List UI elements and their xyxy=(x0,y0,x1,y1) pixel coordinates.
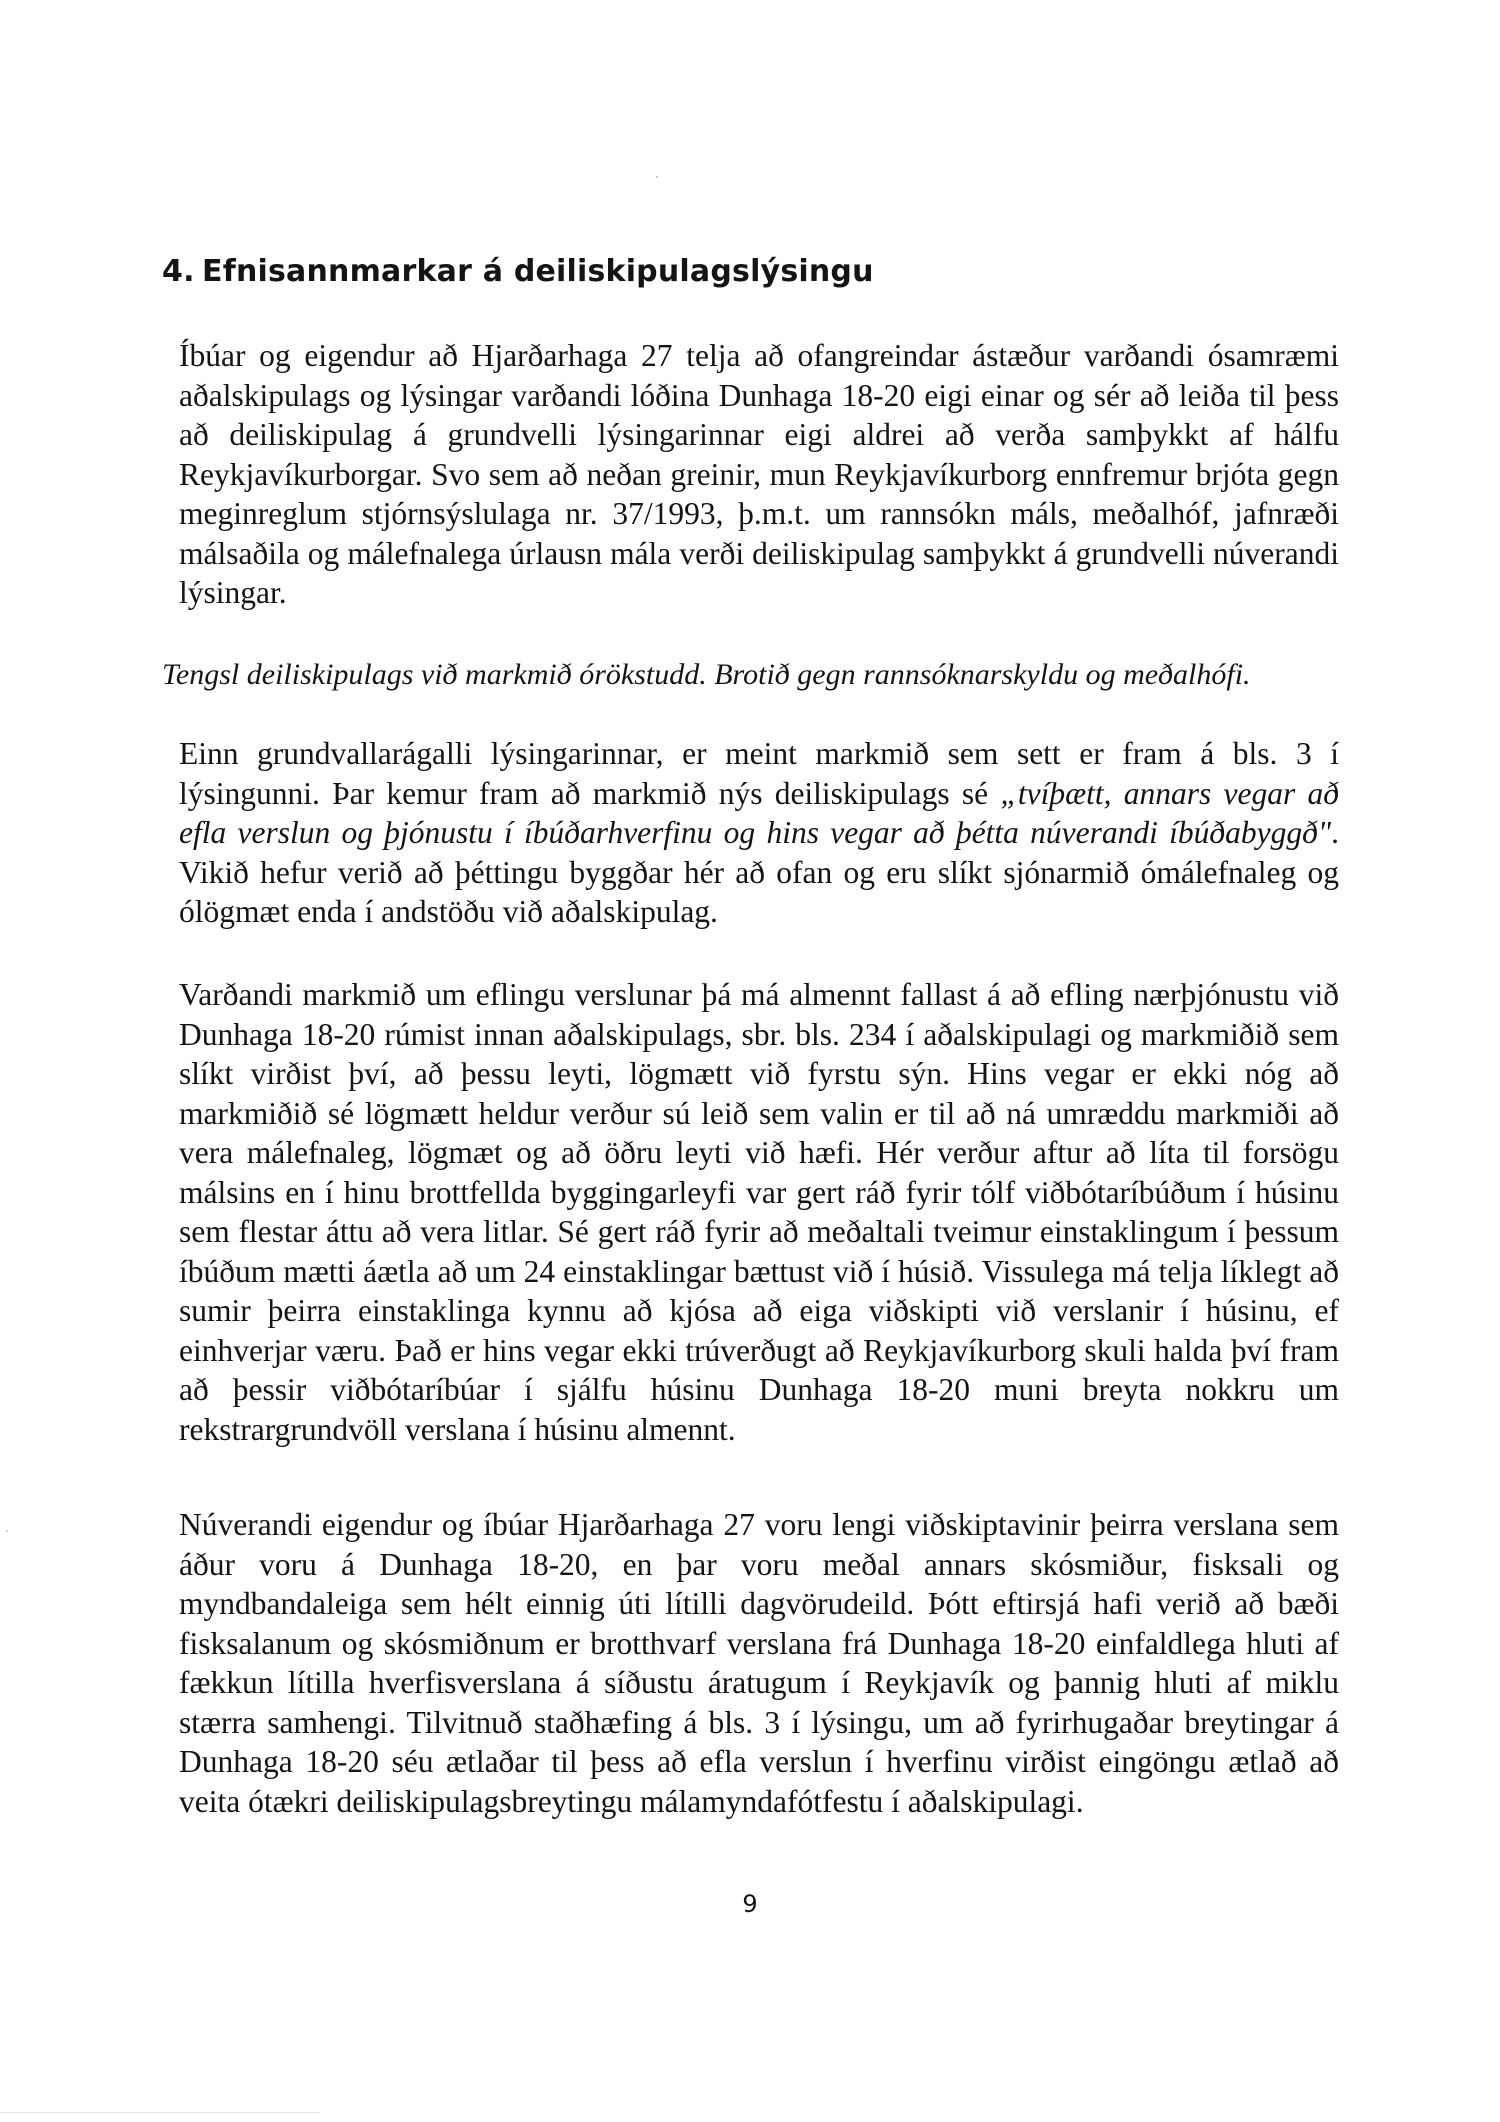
objective-quote: „tvíþætt, annars vegar að efla verslun og þjónustu í íbúðarhverfinu og hins vegar að þétta núverandi íbúðabyggð" xyxy=(179,775,1339,850)
section-title: Efnisannmarkar á deiliskipulagslýsingu xyxy=(202,254,874,289)
page-number: 9 xyxy=(742,1890,758,1918)
paragraph-residents: Núverandi eigendur og íbúar Hjarðarhaga 27 voru lengi viðskiptavinir þeirra verslana sem áður voru á Dunhaga 18-20, en þar voru meðal annars skósmiður, fisksali og myndbandaleiga sem hélt einnig úti lítilli dagvörudeild. Þótt eftirsjá hafi verið að bæði fisksalanum og skósmiðnum er brotthvarf verslana frá Dunhaga 18-20 einfaldlega hluti af fækkun lítilla hverfisverslana á síðustu áratugum í Reykjavík og þannig hluti af miklu stærra samhengi. Tilvitnuð staðhæfing á bls. 3 í lýsingu, um að fyrirhugaðar breytingar á Dunhaga 18-20 séu ætlaðar til þess að efla verslun í hverfinu virðist eingöngu ætlað að veita ótækri deiliskipulagsbreytingu málamyndafótfestu í aðalskipulagi. xyxy=(179,1507,1339,1819)
subheading: Tengsl deiliskipulags við markmið órökstudd. Brotið gegn rannsóknarskyldu og meðalhófi. xyxy=(162,658,1251,691)
section-number: 4. xyxy=(162,254,195,289)
paragraph-objective-text-start: Einn grundvallarágalli lýsingarinnar, er meint markmið sem sett er fram á bls. 3 í lýsingunni. Þar kemur fram að markmið nýs deiliskipulags sé xyxy=(179,736,1339,811)
paragraph-intro: Íbúar og eigendur að Hjarðarhaga 27 telja að ofangreindar ástæður varðandi ósamræmi aðalskipulags og lýsingar varðandi lóðina Dunhaga 18-20 eigi einar og sér að leiða til þess að deiliskipulag á grundvelli lýsingarinnar eigi aldrei að verða samþykkt af hálfu Reykjavíkurborgar. Svo sem að neðan greinir, mun Reykjavíkurborg ennfremur brjóta gegn meginreglum stjórnsýslulaga nr. 37/1993, þ.m.t. um rannsókn máls, meðalhóf, jafnræði málsaðila og málefnalega úrlausn mála verði deiliskipulag samþykkt á grundvelli núverandi lýsingar. xyxy=(179,338,1339,610)
scan-edge-line xyxy=(0,2112,320,2113)
section-heading xyxy=(162,254,874,289)
scan-speck xyxy=(656,176,658,178)
scan-speck xyxy=(6,1530,8,1532)
paragraph-objective-text-end: . Vikið hefur verið að þéttingu byggðar hér að ofan og eru slíkt sjónarmið ómálefnaleg og ólögmæt enda í andstöðu við aðalskipulag. xyxy=(179,815,1339,929)
paragraph-objective xyxy=(179,734,1339,932)
paragraph-commerce: Varðandi markmið um eflingu verslunar þá má almennt fallast á að efling nærþjónustu við Dunhaga 18-20 rúmist innan aðalskipulags, sbr. bls. 234 í aðalskipulagi og markmiðið sem slíkt virðist því, að þessu leyti, lögmætt við fyrstu sýn. Hins vegar er ekki nóg að markmiðið sé lögmætt heldur verður sú leið sem valin er til að ná umræddu markmiði að vera málefnaleg, lögmæt og að öðru leyti við hæfi. Hér verður aftur að líta til forsögu málsins en í hinu brottfellda byggingarleyfi var gert ráð fyrir tólf viðbótaríbúðum í húsinu sem flestar áttu að vera litlar. Sé gert ráð fyrir að meðaltali tveimur einstaklingum í þessum íbúðum mætti áætla að um 24 einstaklingar bættust við í húsið. Vissulega má telja líklegt að sumir þeirra einstaklinga kynnu að kjósa að eiga viðskipti við verslanir í húsinu, ef einhverjar væru. Það er hins vegar ekki trúverðugt að Reykjavíkurborg skuli halda því fram að þessir viðbótaríbúar í sjálfu húsinu Dunhaga 18-20 muni breyta nokkru um rekstrargrundvöll verslana í húsinu almennt. xyxy=(179,977,1339,1447)
